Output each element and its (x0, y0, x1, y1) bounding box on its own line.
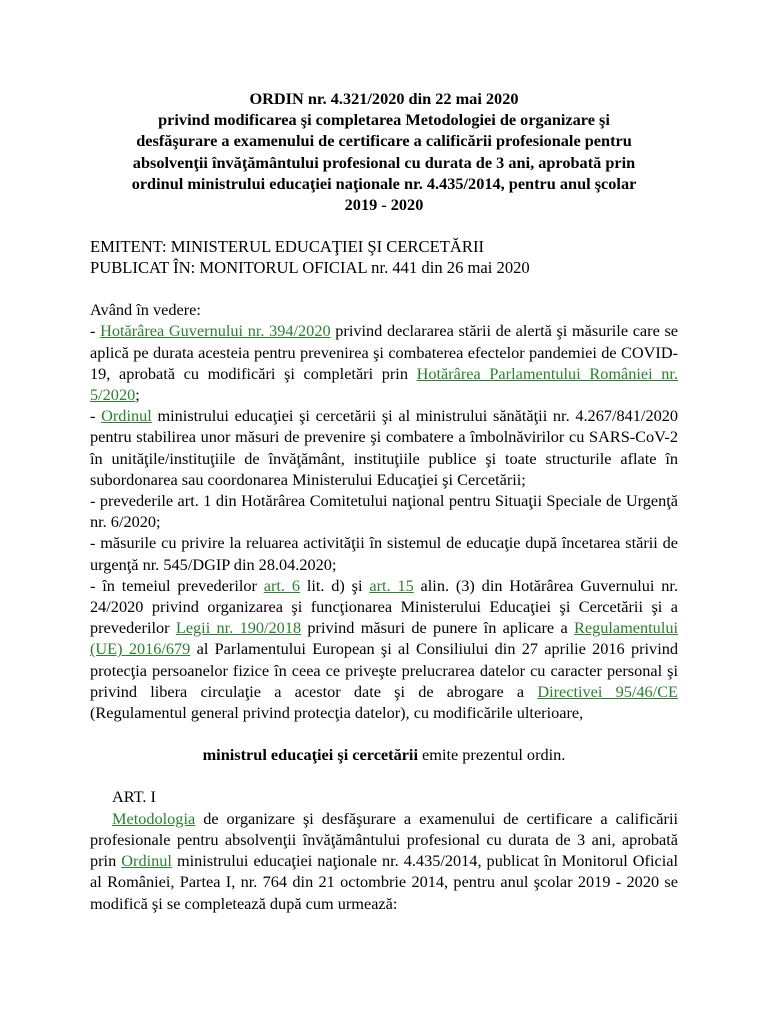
link-hg-394-2020[interactable]: Hotărârea Guvernului nr. 394/2020 (100, 321, 331, 341)
item-1-prefix: - (90, 321, 101, 341)
emite-bold: ministrul educaţiei şi cercetării (202, 745, 418, 765)
link-legea-190-2018[interactable]: Legii nr. 190/2018 (175, 618, 302, 638)
link-art-6[interactable]: art. 6 (263, 575, 300, 595)
link-hp-5-2020[interactable]: Hotărârea Parlamentului României nr. 5/2020 (90, 363, 678, 405)
document-meta (90, 236, 678, 278)
preamble-intro: Având în vedere: (90, 300, 201, 320)
art-text-1: de organizare şi desfăşurare a examenului de certificare a calificării profesionale pentru absolvenţii învăţământului profesional cu durata de 3 ani, aprobată prin (90, 808, 678, 871)
item-5-text-5: (Regulamentul general privind protecţia datelor), cu modificările ulterioare, (90, 703, 584, 723)
art-heading: ART. I (112, 787, 156, 807)
link-ordinul-4435[interactable]: Ordinul (121, 851, 172, 871)
link-metodologia[interactable]: Metodologia (112, 808, 196, 828)
emite-statement (90, 744, 678, 765)
preamble-item-5 (90, 575, 678, 723)
item-5-text-3: privind măsuri de punere în aplicare a (301, 618, 575, 638)
title-line-6: 2019 - 2020 (344, 195, 424, 215)
item-2-text: ministrului educaţiei şi cercetării şi al ministrului sănătăţii nr. 4.267/841/2020 pentru stabilirea unor măsuri de prevenire şi combatere a îmbolnăvirilor cu SARS-CoV-2 în unităţile/instituţiile de învăţământ, instituţiile publice şi toate structurile aflate în subordonarea sau coordonarea Ministerului Educaţiei şi Cercetării; (90, 406, 679, 489)
publicat: PUBLICAT ÎN: MONITORUL OFICIAL nr. 441 din 26 mai 2020 (90, 258, 530, 278)
item-1-text: privind declararea stării de alertă şi măsurile care se aplică pe durata acesteia pentru prevenirea şi combaterea efectelor pandemiei de COVID-19, aprobată cu modificări şi completări prin (90, 321, 679, 383)
item-2-prefix: - (90, 406, 102, 426)
emite-rest: emite prezentul ordin. (417, 745, 566, 765)
art-paragraph (90, 808, 678, 914)
link-art-15[interactable]: art. 15 (369, 575, 414, 595)
link-regulament-ue-2016-679[interactable]: Regulamentului (UE) 2016/679 (90, 618, 679, 659)
title-line-1: ORDIN nr. 4.321/2020 din 22 mai 2020 (249, 89, 519, 108)
document-title (90, 88, 678, 215)
preamble-item-1 (90, 320, 678, 405)
document-page (90, 88, 678, 914)
title-line-3: desfăşurare a examenului de certificare a calificării profesionale pentru (136, 131, 632, 151)
item-5-text-1: lit. d) şi (300, 575, 370, 595)
link-directiva-95-46-ce[interactable]: Directivei 95/46/CE (537, 681, 679, 701)
link-ordinul[interactable]: Ordinul (101, 406, 152, 426)
item-5-text-4: al Parlamentului European şi al Consiliului din 27 aprilie 2016 privind protecţia persoanelor fizice în ceea ce priveşte prelucrarea datelor cu caracter personal şi privind libera circulaţie a acestor date şi de abrogare a (90, 639, 678, 701)
item-5-text-2: alin. (3) din Hotărârea Guvernului nr. 24/2020 privind organizarea şi funcţionarea Ministerului Educaţiei şi Cercetării şi a prevederilor (90, 575, 679, 638)
art-text-2: ministrului educaţiei naţionale nr. 4.435/2014, publicat în Monitorul Oficial al României, Partea I, nr. 764 din 21 octombrie 2014, pentru anul şcolar 2019 - 2020 se modifică şi se completează după cum urmează: (90, 851, 679, 913)
preamble-item-3: - prevederile art. 1 din Hotărârea Comitetului naţional pentru Situaţii Speciale de Urgenţă nr. 6/2020; (90, 491, 678, 532)
title-line-2: privind modificarea şi completarea Metodologiei de organizare şi (158, 110, 610, 130)
title-line-5: ordinul ministrului educaţiei naţionale nr. 4.435/2014, pentru anul şcolar (131, 173, 637, 193)
preamble-item-4: - măsurile cu privire la reluarea activităţii în sistemul de educaţie după încetarea stării de urgenţă nr. 545/DGIP din 28.04.2020; (90, 533, 678, 574)
preamble (90, 299, 678, 723)
title-line-4: absolvenţii învăţământului profesional cu durata de 3 ani, aprobată prin (132, 152, 636, 172)
item-1-suffix: ; (135, 385, 140, 405)
item-5-prefix: - în temeiul prevederilor (90, 575, 264, 595)
emitent: EMITENT: MINISTERUL EDUCAŢIEI ŞI CERCETĂRII (90, 237, 484, 257)
preamble-item-2 (90, 405, 678, 490)
